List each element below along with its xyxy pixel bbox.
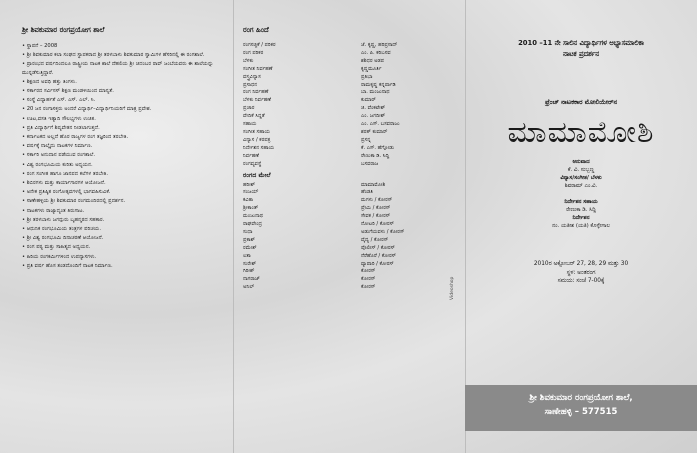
school-fact-item: • ಶ್ರೀ ವಿಶ್ವ ರಂಗಭೂಮಿ ದಿನಾಚರಣೆ ಆಯೋಜನೆ. bbox=[22, 235, 104, 242]
cast-row bbox=[243, 268, 459, 276]
crew-row-name: ಬಸವರಾಜ bbox=[361, 160, 379, 167]
crew-row bbox=[243, 97, 459, 105]
crew-row-name: ಜೆ. ಕೃಷ್ಣ, ಹರಿಪ್ರಸಾದ್ bbox=[361, 42, 398, 48]
school-fact-item: • ಶಿಕ್ಷಣದ ಅವಧಿ ಹತ್ತು ತಿಂಗಳು. bbox=[22, 78, 77, 85]
school-facts-list bbox=[22, 42, 223, 270]
crew-row-name: ಎಂ. ಎಸ್. ಬಸವರಾಜು bbox=[361, 121, 400, 128]
school-fact-item: • ಶ್ರೀ ತರಳಬಾಳು ಜಗದ್ಗುರು ಬೃಹನ್ಮಠದ ಸಹಕಾರ. bbox=[22, 216, 105, 223]
crew-row bbox=[243, 161, 459, 169]
cast-row bbox=[243, 221, 459, 229]
season-line: 2010 –11 ನೇ ಸಾಲಿನ ವಿದ್ಯಾರ್ಥಿಗಳ ಅಭ್ಯಾಸಮಾಲಿಕಾ bbox=[518, 39, 644, 47]
crew-row-role: ನಿರ್ವಹಣೆ bbox=[243, 152, 259, 159]
school-fact-item: • ರಂಗ ಸಂಗೀತ ಹಾಗೂ ಜಾನಪದ ಕಲೆಗಳ ತರಬೇತಿ. bbox=[22, 170, 109, 177]
designer-name: ಶಿವರಾಮ್ ಎಂ.ವಿ. bbox=[564, 183, 598, 189]
performance-line: ನಾಟಕ ಪ್ರದರ್ಶನ bbox=[562, 50, 600, 58]
cover-credits bbox=[465, 158, 697, 230]
school-fact-item: • ಪ್ರಾರಂಭದ ವರ್ಷದಿಂದಲೂ ರಾಷ್ಟ್ರೀಯ ನಾಟಕ ಶಾಲೆ ದೆಹಲಿಯ ಶ್ರೀ ಚಿದಂಬರ ರಾವ್ ಜಂಬೆಯವರು ಈ ಶಾಲೆಯನ್ನು ಮುನ್ನಡೆಸುತ್ತಿದ್ದಾರೆ. bbox=[22, 61, 214, 76]
cast-row-actor: ಅನಿಲ್ bbox=[243, 284, 255, 291]
school-fact-item: • ಹಿರಿಯ ರಂಗಕರ್ಮಿಗಳಿಂದ ಉಪನ್ಯಾಸಗಳು. bbox=[22, 253, 97, 260]
school-fact-item: • ಅನೇಕ ಪ್ರತಿಷ್ಠಿತ ರಂಗೋತ್ಸವಗಳಲ್ಲಿ ಭಾಗವಹಿಸುವಿಕೆ. bbox=[22, 189, 111, 196]
crew-row-name: ಎಂ. ಜಗದೀಶ್ bbox=[361, 113, 386, 120]
crew-row bbox=[243, 58, 459, 66]
crew-row bbox=[243, 89, 459, 97]
cast-row bbox=[243, 253, 459, 261]
school-fact-item: • 20 ಜನ ರಂಗಾಸಕ್ತರು ಅಂದರೆ ವಿದ್ಯಾರ್ಥಿ–ವಿದ್ಯಾರ್ಥಿನಿಯರಿಗೆ ಮಾತ್ರ ಪ್ರವೇಶ. bbox=[22, 106, 152, 113]
crew-row-name: ಶರತ್ ಕುಮಾರ್ bbox=[361, 128, 388, 135]
cast-row-role: ಮಾಮಾಮೋಶಿ bbox=[361, 181, 386, 188]
school-fact-item: • ಸರ್ಕಾರಿ ಅನುದಾನ ಪಡೆಯುವ ರಂಗಶಾಲೆ. bbox=[22, 152, 95, 159]
cast-row bbox=[243, 197, 459, 205]
cast-row-actor: ಮಂಜುನಾಥ bbox=[243, 213, 264, 220]
crew-row-name: ಕುಮಾರ್ bbox=[361, 97, 376, 104]
footer-band bbox=[465, 385, 697, 431]
crew-row-role: ಸಂಗೀತ ನಿರ್ವಹಣೆ bbox=[243, 65, 273, 72]
crew-row-name: ಪ್ರಸನ್ನ bbox=[361, 136, 371, 143]
cast-row-role: ವ್ಯಾಪಾರಿ / ಕೋರಸ್ bbox=[361, 260, 394, 267]
school-fact-item: • ಸಂಸ್ಥೆ ವಿದ್ಯಾರ್ಹತೆ ಎಸ್. ಎಸ್. ಎಲ್. ಸಿ. bbox=[22, 97, 96, 104]
cast-row-role: ಕೋರಸ್ bbox=[361, 276, 376, 283]
crew-row-role: ವಸ್ತ್ರವಿನ್ಯಾಸ bbox=[243, 73, 261, 80]
cast-row-role: ನೋಟರಿ / ಕೋರಸ್ bbox=[361, 221, 394, 228]
crew-row-role: ರಂಗವ್ಯವಸ್ಥೆ bbox=[243, 160, 262, 167]
school-fact-item: • ಊಟ,ವಸತಿ ಇತ್ಯಾದಿ ಸೌಲಭ್ಯಗಳು ಉಚಿತ. bbox=[22, 115, 96, 122]
crew-row bbox=[243, 42, 459, 50]
crew-row bbox=[243, 129, 459, 137]
design-label: ವಿನ್ಯಾಸ/ಸಂಗೀತ/ ಬೆಳಕು bbox=[560, 175, 602, 181]
show-venue: ಸ್ಥಳ: ಅಂತರಂಗ bbox=[566, 269, 596, 276]
cast-row-role: ಪ್ರೇಮಿ / ಕೋರಸ್ bbox=[361, 205, 391, 212]
assistant-director-name: ರೇಣುಕಾ ಡಿ. ಸಿದ್ದಿ bbox=[566, 207, 596, 213]
cast-row-actor: ಸಂಜಯ್ bbox=[243, 189, 259, 196]
cast-row bbox=[243, 213, 459, 221]
play-title: ಮಾಮಾಮೋಶಿ bbox=[507, 115, 655, 150]
crew-row-name: ಕೆ. ಎಸ್. ಹೆಗ್ಗೋಡು bbox=[361, 144, 395, 151]
school-fact-item: • ಆಧುನಿಕ ರಂಗಭೂಮಿಯ ತಂತ್ರಗಳ ಪರಿಚಯ. bbox=[22, 226, 101, 233]
crew-row-role: ರಂಗ ನಿರ್ವಹಣೆ bbox=[243, 89, 269, 96]
cast-row-role: ಕೋರಸ್ bbox=[361, 268, 376, 275]
cast-row-actor: ರಮೇಶ್ bbox=[243, 244, 257, 251]
crew-row bbox=[243, 153, 459, 161]
cast-row-actor: ಪ್ರಕಾಶ್ bbox=[243, 236, 256, 243]
crew-row-name: ಎಂ. ಪಿ. ಕರಿಬಸವ bbox=[361, 49, 391, 56]
school-fact-item: • ರಂಗ ಪಠ್ಯ ಮತ್ತು ಸಾಹಿತ್ಯದ ಅಧ್ಯಯನ. bbox=[22, 244, 91, 251]
crew-row-name: ಶಶಿಧರ ಅಡಪ bbox=[361, 57, 385, 64]
cast-row-role: ಮಗಳು / ಕೋರಸ್ bbox=[361, 197, 393, 204]
cast-row-actor: ಹರೀಶ್ bbox=[243, 181, 256, 188]
cast-row-role: ನೆರೆಹೊರೆ / ಕೋರಸ್ bbox=[361, 252, 397, 259]
cast-row bbox=[243, 205, 459, 213]
playwright-line: ಫ್ರೆಂಚ್ ನಾಟಕಕಾರ ಮೋಲಿಯೇರ್‌ನ bbox=[544, 98, 617, 106]
crew-row-role: ನಿರ್ದೇಶನ ಸಹಾಯ bbox=[243, 144, 275, 151]
cover-panel bbox=[465, 0, 697, 453]
school-heading: ಶ್ರೀ ಶಿವಕುಮಾರ ರಂಗಪ್ರಯೋಗ ಶಾಲೆ bbox=[22, 26, 105, 34]
crew-row-role: ರಂಗಸಜ್ಜಿಕೆ / ಪರಿಕರ bbox=[243, 42, 276, 48]
crew-row-role: ಪ್ರಸಾಧನ bbox=[243, 81, 258, 88]
crew-row-name: ಪ್ರತಿಭಾ bbox=[361, 73, 373, 80]
cast-row bbox=[243, 261, 459, 269]
crew-row bbox=[243, 50, 459, 58]
cast-row-actor: ರಾಘವೇಂದ್ರ bbox=[243, 221, 263, 228]
cast-row-role: ಸೇವಕ / ಕೋರಸ್ bbox=[361, 213, 391, 220]
school-fact-item: • ನಾಟಕಗಳು ರಾಜ್ಯಾದ್ಯಂತ ತಿರುಗಾಟ. bbox=[22, 207, 85, 214]
crew-row-role: ವಿನ್ಯಾಸ / ಕರಪತ್ರ bbox=[243, 136, 271, 143]
season-header bbox=[465, 38, 697, 60]
director-label: ನಿರ್ದೇಶನ bbox=[572, 215, 590, 221]
cast-row bbox=[243, 245, 459, 253]
cast-row bbox=[243, 237, 459, 245]
director-name: ನಂ. ಯತೀಶ (ಯತಿ) ಕೊಳ್ಳೇಗಾಲ bbox=[552, 223, 610, 229]
crew-row-name: ರಾಮಕೃಷ್ಣ ಕನ್ನರ್ಪಾಡಿ bbox=[361, 81, 396, 88]
crew-list bbox=[243, 42, 459, 169]
cast-row-actor: ಗಿರೀಶ್ bbox=[243, 268, 255, 275]
cast-row-actor: ಕವಿತಾ bbox=[243, 197, 254, 204]
crew-row bbox=[243, 113, 459, 121]
crew-row-role: ಬೆಳಕು ನಿರ್ವಹಣೆ bbox=[243, 97, 271, 104]
cast-row-role: ವೈದ್ಯ / ಕೋರಸ್ bbox=[361, 236, 389, 243]
show-time: ಸಮಯ: ಸಂಜೆ 7-00ಕ್ಕೆ bbox=[557, 278, 605, 284]
school-fact-item: • ಕರ್ನಾಟಕದ ಅಲ್ಲದೆ ಹೊರ ರಾಜ್ಯಗಳ ರಂಗ ತಜ್ಞರಿಂದ ತರಬೇತಿ. bbox=[22, 134, 129, 141]
assistant-director-label: ನಿರ್ದೇಶನ ಸಹಾಯ bbox=[564, 199, 598, 205]
cast-row-actor: ಶ್ರೀಕಾಂತ್ bbox=[243, 205, 259, 212]
cast-row-actor: ನಾಗರಾಜ್ bbox=[243, 276, 260, 283]
crew-row-role: ರಂಗ ಪರಿಕರ bbox=[243, 49, 264, 56]
crew-row-name: ಜಿ. ವೆಂಕಟೇಶ್ bbox=[361, 105, 386, 112]
cast-row-actor: ಸುರೇಶ್ bbox=[243, 260, 257, 267]
crew-row bbox=[243, 145, 459, 153]
crew-row-role: ಸಂಗೀತ ಸಹಾಯ bbox=[243, 128, 271, 135]
crew-row-role: ಸಹಾಯ bbox=[243, 121, 257, 128]
cast-heading: ರಂಗದ ಮೇಲೆ bbox=[243, 171, 271, 179]
cast-row bbox=[243, 229, 459, 237]
school-fact-item: • ಸಾಣೇಹಳ್ಳಿಯ ಶ್ರೀ ಶಿವಕುಮಾರ ರಂಗಮಂದಿರದಲ್ಲಿ ಪ್ರದರ್ಶನ. bbox=[22, 198, 126, 205]
crew-row bbox=[243, 137, 459, 145]
school-fact-item: • ಶಿಬಿರಗಳು ಮತ್ತು ಕಾರ್ಯಾಗಾರಗಳ ಆಯೋಜನೆ. bbox=[22, 180, 106, 187]
crew-row bbox=[243, 82, 459, 90]
crew-row-role: ವೇದಿಕೆ ಸಿದ್ಧತೆ bbox=[243, 113, 265, 120]
cast-row bbox=[243, 189, 459, 197]
cast-row bbox=[243, 284, 459, 292]
crew-row-role: ಬೆಳಕು bbox=[243, 57, 254, 64]
crew-row-name: ರೇಣುಕಾ ಡಿ. ಸಿದ್ದಿ bbox=[361, 152, 390, 159]
crew-row bbox=[243, 121, 459, 129]
crew-heading: ರಂಗ ಹಿಂದೆ bbox=[243, 26, 269, 34]
school-fact-item: • ವರ್ಷಕ್ಕೆ ನಾಲ್ಕೈದು ನಾಟಕಗಳ ನಿರ್ಮಾಣ. bbox=[22, 143, 93, 150]
vertical-note: Videoshop bbox=[450, 276, 455, 300]
credits-panel bbox=[233, 0, 465, 453]
school-fact-item: • ವಿಶ್ವ ರಂಗಭೂಮಿಯ ಕುರಿತು ಅಧ್ಯಯನ. bbox=[22, 161, 93, 168]
crew-row bbox=[243, 105, 459, 113]
footer-address: ಸಾಣೇಹಳ್ಳಿ – 577515 bbox=[544, 407, 618, 417]
cast-row-actor: ಸುಧಾ bbox=[243, 228, 253, 235]
school-info-panel bbox=[0, 0, 233, 453]
crew-row bbox=[243, 66, 459, 74]
crew-row-name: ಕೃಷ್ಣಮೂರ್ತಿ bbox=[361, 65, 382, 72]
cast-row-role: ಅಡುಗೆಯವಳು / ಕೋರಸ್ bbox=[361, 228, 405, 235]
school-fact-item: • ಸ್ಥಾಪನೆ – 2008 bbox=[22, 43, 58, 49]
show-details bbox=[465, 260, 697, 286]
cast-row bbox=[243, 182, 459, 190]
cast-row bbox=[243, 276, 459, 284]
cast-row-role: ಹೆಂಡತಿ bbox=[361, 189, 373, 196]
cast-row-role: ಪೊಲೀಸ್ / ಕೋರಸ್ bbox=[361, 244, 395, 251]
cast-row-role: ಕೋರಸ್ bbox=[361, 284, 376, 291]
cast-row-actor: ಲತಾ bbox=[243, 252, 251, 259]
show-dates: 2010ರ ಅಕ್ಟೋಬರ್ 27, 28, 29 ಮತ್ತು 30 bbox=[533, 261, 629, 267]
cast-list bbox=[243, 182, 459, 293]
crew-row bbox=[243, 74, 459, 82]
crew-row-role: ಪ್ರಚಾರ bbox=[243, 105, 255, 112]
school-fact-item: • ಪ್ರತಿ ವರ್ಷ ಹೊಸ ತಂಡದೊಂದಿಗೆ ನಾಟಕ ನಿರ್ಮಾಣ. bbox=[22, 262, 113, 269]
translator-name: ಕೆ. ವಿ. ಸುಬ್ಬಣ್ಣ bbox=[567, 167, 595, 173]
school-fact-item: • ಶ್ರೀ ಶಿವಕುಮಾರ ಕಲಾ ಸಂಘದ ಸ್ಥಾಪಕರಾದ ಶ್ರೀ ತರಳಬಾಳು ಶಿವಕುಮಾರ ಸ್ವಾಮಿಗಳ ಹೆಸರಿನಲ್ಲಿ ಈ ರಂಗಶಾಲೆ. bbox=[22, 52, 205, 59]
school-fact-item: • ಪ್ರತಿ ವಿದ್ಯಾರ್ಥಿಗೆ ಶಿಷ್ಯವೇತನ ನೀಡಲಾಗುತ್ತದೆ. bbox=[22, 124, 100, 131]
footer-school-name: ಶ್ರೀ ಶಿವಕುಮಾರ ರಂಗಪ್ರಯೋಗ ಶಾಲೆ, bbox=[529, 393, 633, 403]
translation-label: ಅನುವಾದ bbox=[572, 159, 590, 165]
crew-row-name: ಬಾ. ಮಂಜುನಾಥ bbox=[361, 89, 390, 96]
school-fact-item: • ಸರ್ಕಾರದ ಸರ್ವಿಸಸ್ ಶಿಕ್ಷಣ ಮಂಡಳಿಯಿಂದ ಮಾನ್ಯತೆ. bbox=[22, 88, 114, 95]
